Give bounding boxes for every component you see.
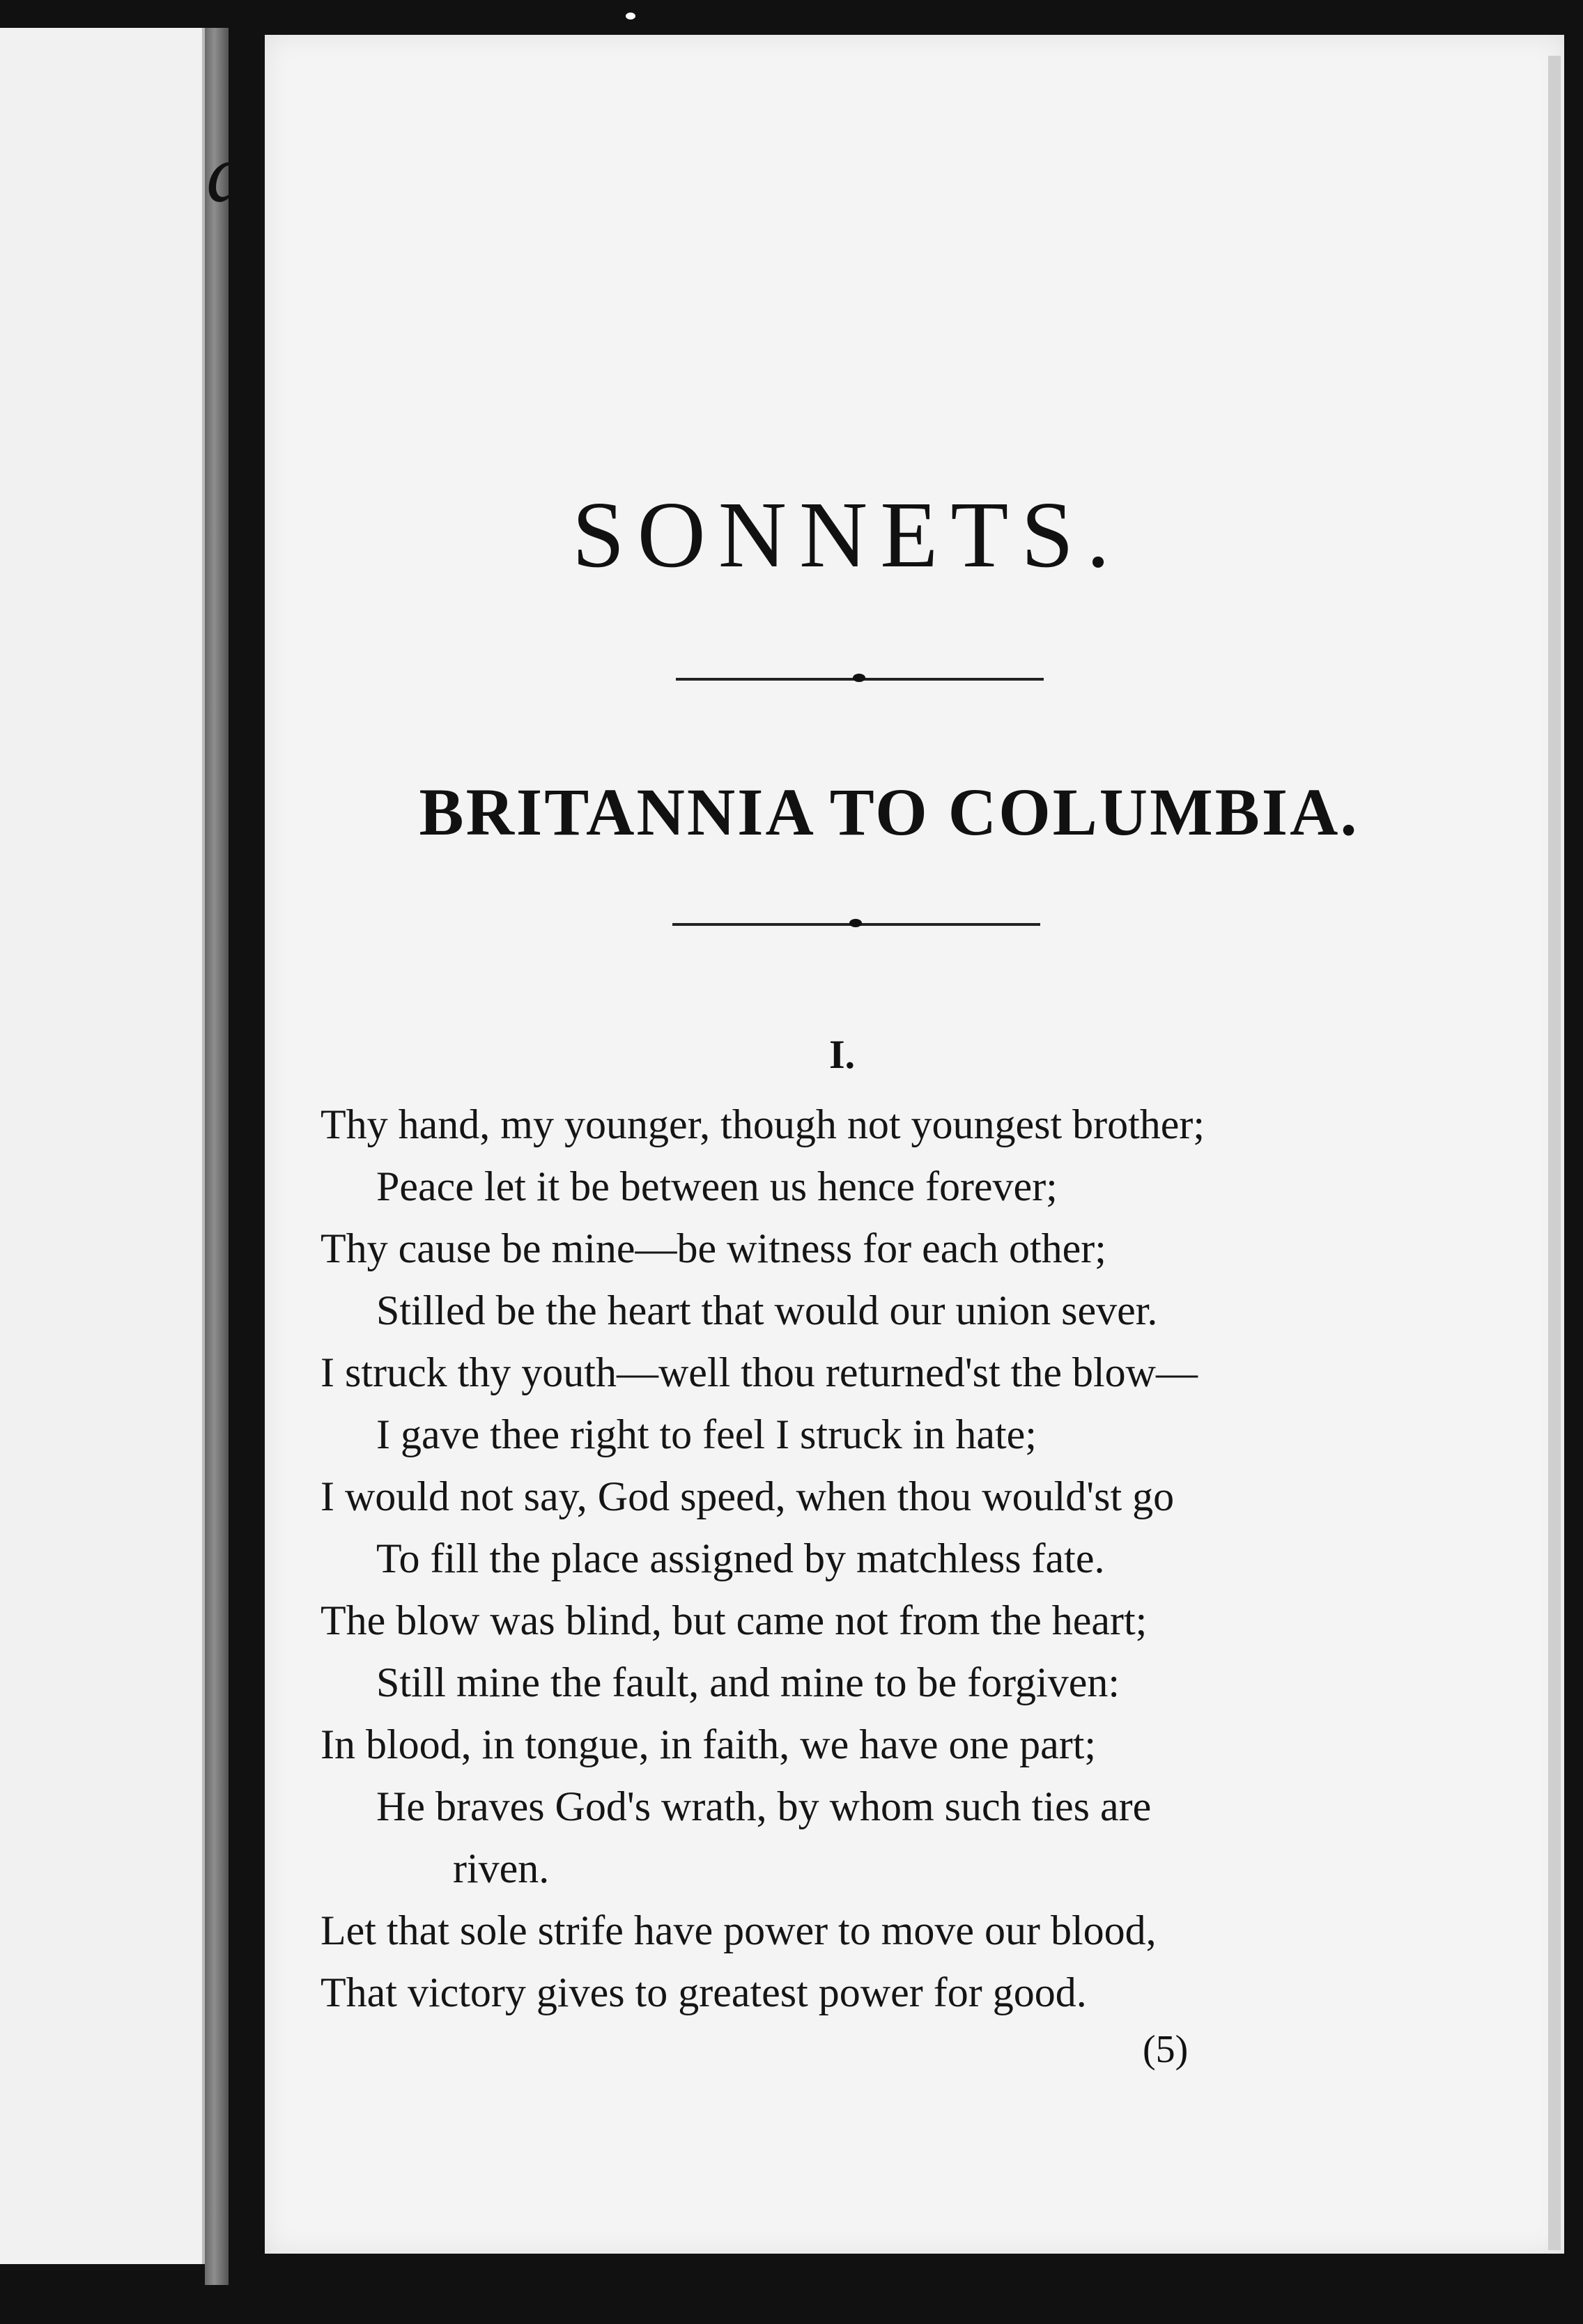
page-title: SONNETS.: [571, 483, 1123, 587]
poem-line: That victory gives to greatest power for good.: [321, 1969, 1087, 2015]
poem-line: I would not say, God speed, when thou would'st go: [321, 1473, 1175, 1519]
sonnet-number: I.: [829, 1032, 856, 1077]
poem-line: Still mine the fault, and mine to be forgiven:: [376, 1659, 1120, 1705]
poem-line: I struck thy youth—well thou returned'st the blow—: [321, 1349, 1198, 1395]
poem-line: Stilled be the heart that would our union sever.: [376, 1287, 1158, 1333]
poem-line: Peace let it be between us hence forever;: [376, 1163, 1058, 1209]
poem-heading: BRITANNIA TO COLUMBIA.: [419, 775, 1359, 849]
scan-speck: [626, 13, 635, 20]
poem-line: In blood, in tongue, in faith, we have one part;: [321, 1721, 1097, 1767]
sonnet-text: [321, 1094, 1380, 2024]
poem-line: riven.: [453, 1845, 550, 1891]
poem-line: Let that sole strife have power to move our blood,: [321, 1907, 1157, 1953]
poem-line: Thy hand, my younger, though not youngest brother;: [321, 1101, 1205, 1147]
poem-line: Thy cause be mine—be witness for each other;: [321, 1225, 1106, 1271]
poem-line: He braves God's wrath, by whom such ties are: [376, 1783, 1152, 1829]
gutter-shadow: [205, 28, 229, 2285]
poem-line: I gave thee right to feel I struck in hate;: [376, 1411, 1037, 1457]
margin-mark: d: [206, 127, 248, 219]
poem-line: To fill the place assigned by matchless fate.: [376, 1535, 1105, 1581]
rule-ornament: [849, 919, 862, 927]
rule-ornament: [853, 674, 865, 682]
page-edge-shadow: [1548, 56, 1561, 2250]
facing-page-edge: [0, 28, 205, 2264]
page-number: (5): [1143, 2028, 1189, 2071]
poem-line: The blow was blind, but came not from the heart;: [321, 1597, 1148, 1643]
